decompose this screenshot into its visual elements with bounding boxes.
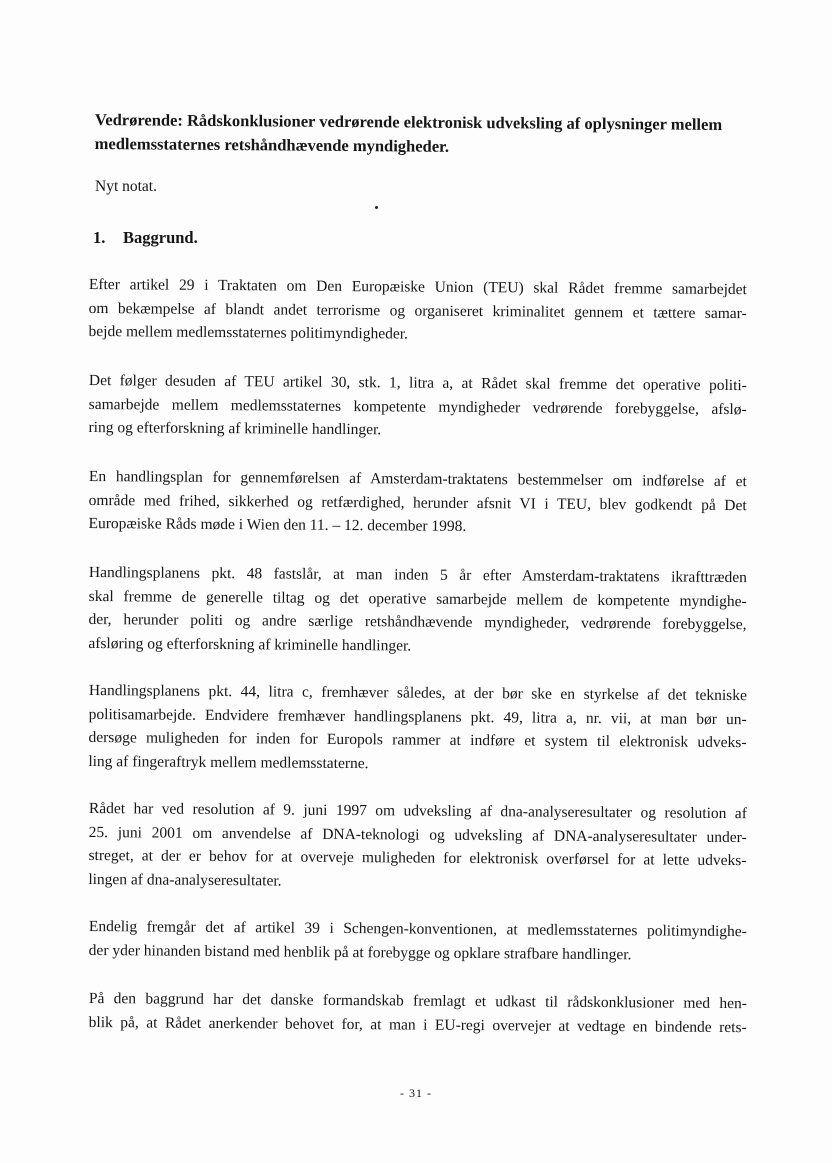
paragraph-line: blik på, at Rådet anerkender behovet for, at man i EU-regi overvejer at vedtage en bindende rets- [88,1013,747,1036]
paragraph-line: Handlingsplanens pkt. 44, litra c, fremhæver således, at der bør ske en styrkelse af det tekniske [88,681,747,705]
document-subject [95,108,755,161]
paragraph-line: lingen af dna-analyseresultater. [88,870,282,890]
paragraph-line: Det følger desuden af TEU artikel 30, stk. 1, litra a, at Rådet skal fremme det operative politi- [88,371,747,395]
note-label: Nyt notat. [95,178,157,195]
paragraph [88,679,747,778]
paragraph-line: område med frihed, sikkerhed og retfærdighed, herunder afsnit VI i TEU, blev godkendt på Det [88,491,747,514]
paragraph-line: der, herunder politi og andre særlige retshåndhævende myndigheder, vedrørende forebyggelse, [88,610,747,634]
paragraph-line: streget, at der er behov for at overveje muligheden for elektronisk overførsel for at lette udveks- [88,846,747,870]
paragraph-line: om bekæmpelse af blandt andet terrorisme og organiseret kriminalitet gennem et tættere samar- [88,299,747,322]
paragraph-line: Efter artikel 29 i Traktaten om Den Europæiske Union (TEU) skal Rådet fremme samarbejdet [88,275,747,299]
paragraph-line: ring og efterforskning af kriminelle handlinger. [88,418,382,439]
paragraph-line: Handlingsplanens pkt. 48 fastslår, at man inden 5 år efter Amsterdam-traktatens ikrafttræden [88,563,747,587]
subject-line: Vedrørende: Rådskonklusioner vedrørende elektronisk udveksling af oplysninger mellem [94,109,723,134]
paragraph-line: bejde mellem medlemsstaternes politimyndigheder. [88,322,409,343]
paragraph-line: Rådet har ved resolution af 9. juni 1997 om udveksling af dna-analyseresultater og resolution af [88,799,747,823]
paragraph-line: På den baggrund har det danske formandskab fremlagt et udkast til rådskonklusioner med hen- [88,989,747,1013]
stray-mark [375,206,378,209]
paragraph [89,915,747,967]
paragraph-line: der yder hinanden bistand med henblik på at forebygge og opklare strafbare handlinger. [88,941,632,963]
paragraph-line: En handlingsplan for gennemførelsen af Amsterdam-traktatens bestemmelser om indførelse af et [88,467,747,491]
section-title: Baggrund. [123,228,198,247]
page-number: - 31 - [400,1086,432,1100]
paragraph-line: skal fremme de generelle tiltag og det operative samarbejde mellem de kompetente myndighe- [88,587,747,610]
paragraph-line: samarbejde mellem medlemsstaternes kompetente myndigheder vedrørende forebyggelse, afslø- [88,395,747,418]
section-heading [93,227,198,249]
paragraph [88,797,747,896]
paragraph-line: Europæiske Råds møde i Wien den 11. – 12. december 1998. [88,514,467,535]
paragraph [88,273,747,349]
paragraph [89,987,747,1039]
section-number: 1. [93,228,106,247]
paragraph [88,561,747,660]
paragraph-line: politisamarbejde. Endvidere fremhæver handlingsplanens pkt. 49, litra a, nr. vii, at man bør un- [88,705,747,728]
subject-line: medlemsstaternes retshåndhævende myndigheder. [94,133,450,156]
paragraph-line: ling af fingeraftryk mellem medlemsstaterne. [88,752,369,772]
paragraph [88,369,747,445]
paragraph [88,465,747,541]
paragraph-line: 25. juni 2001 om anvendelse af DNA-teknologi og udveksling af DNA-analyseresultater under- [88,823,747,846]
paragraph-line: Endelig fremgår det af artikel 39 i Schengen-konventionen, at medlemsstaternes politimyndighe- [88,917,747,941]
paragraph-line: afsløring og efterforskning af kriminelle handlinger. [88,634,412,655]
paragraph-line: dersøge muligheden for inden for Europols rammer at indføre et system til elektronisk udveks- [88,728,747,752]
